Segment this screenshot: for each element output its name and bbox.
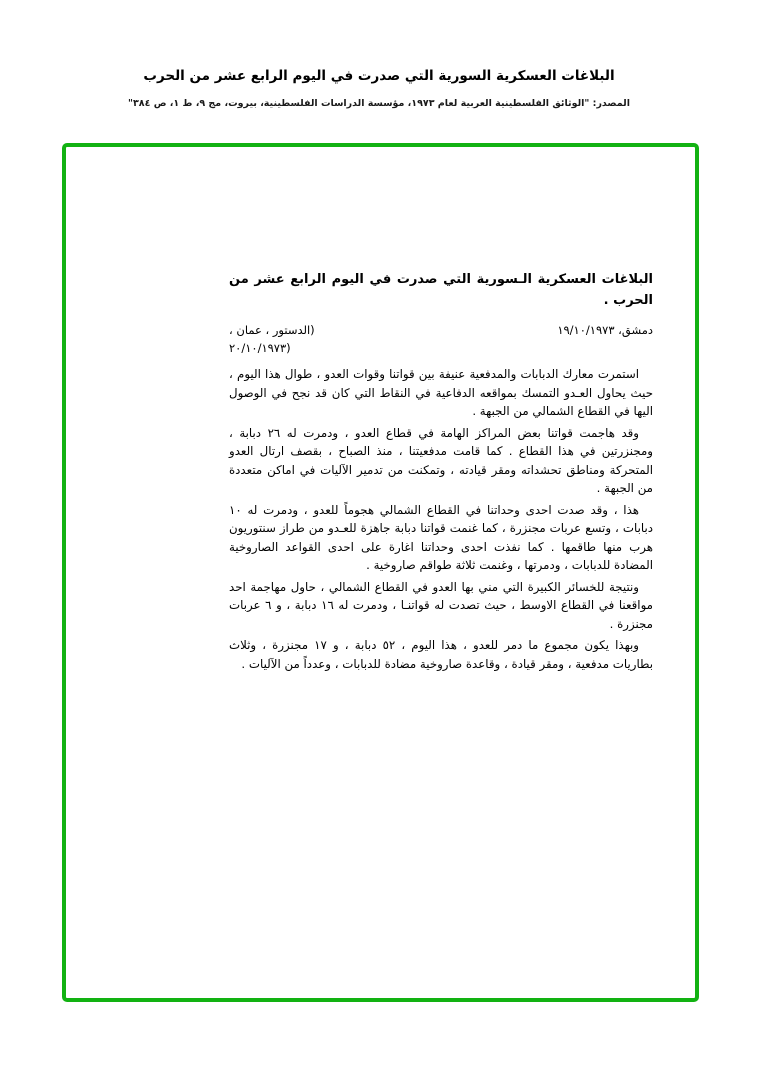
document-heading: البلاغات العسكرية الـسورية التي صدرت في اليوم الرابع عشر من الحرب . xyxy=(229,272,653,308)
dateline-source-ref-line2: (٢٠/١٠/١٩٧٣ xyxy=(229,341,291,355)
document-dateline xyxy=(229,321,653,339)
paragraph-2: وقد هاجمت قواتنا بعض المراكز الهامة في قطاع العدو ، ودمرت له ٢٦ دبابة ، ومجنزرتين في هذا القطاع . كما قامت مدفعيتنا ، منذ الصباح ، بقصف ارتال العدو المتحركة ومناطق تحشداته ومقر قيادته ، وتمكنت من تدمير الآليات في اماكن متعددة من الجبهة . xyxy=(229,425,653,495)
page-title: البلاغات العسكرية السورية التي صدرت في اليوم الرابع عشر من الحرب xyxy=(143,68,615,84)
dateline-place-date: دمشق، ١٩/١٠/١٩٧٣ xyxy=(557,323,653,337)
source-citation: المصدر: "الوثائق الفلسطينية العربية لعام ١٩٧٣، مؤسسة الدراسات الفلسطينية، بيروت، مج ٩، ط ١، ص ٣٨٤" xyxy=(128,98,630,109)
scanned-document-text xyxy=(229,269,653,676)
document-scan-frame xyxy=(62,143,699,1002)
paragraph-1: استمرت معارك الدبابات والمدفعية عنيفة بين قواتنا وقوات العدو ، طوال هذا اليوم ، حيث يحاول العـدو التمسك بمواقعه الدفاعية في النقاط التي كان قد نجح في الوصول اليها في القطاع الشمالي من الجبهة . xyxy=(229,367,653,418)
dateline-source-ref-line1: (الدستور ، عمان ، xyxy=(229,323,315,337)
paragraph-3: هذا ، وقد صدت احدى وحداتنا في القطاع الشمالي هجوماً للعدو ، ودمرت له ١٠ دبابات ، وتسع عربات مجنزرة ، كما غنمت قواتنا دبابة جاهزة للعـدو من طراز سنتوريون هرب منها طاقمها . كما نفذت احدى وحداتنا اغارة على احدى القواعد الصاروخية المضادة للدبابات ، ودمرتها ، وغنمت ثلاثة طواقم صاروخية . xyxy=(229,502,653,572)
paragraph-5: وبهذا يكون مجموع ما دمر للعدو ، هذا اليوم ، ٥٢ دبابة ، و ١٧ مجنزرة ، وثلاث بطاريات مدفعية ، ومقر قيادة ، وقاعدة صاروخية مضادة للدبابات ، وعدداً من الآليات . xyxy=(229,638,653,671)
paragraph-4: ونتيجة للخسائر الكبيرة التي مني بها العدو في القطاع الشمالي ، حاول مهاجمة احد مواقعنا في القطاع الاوسط ، حيث تصدت له قواتنـا ، ودمرت له ١٦ دبابة ، و ٦ عربات مجنزرة . xyxy=(229,579,654,631)
